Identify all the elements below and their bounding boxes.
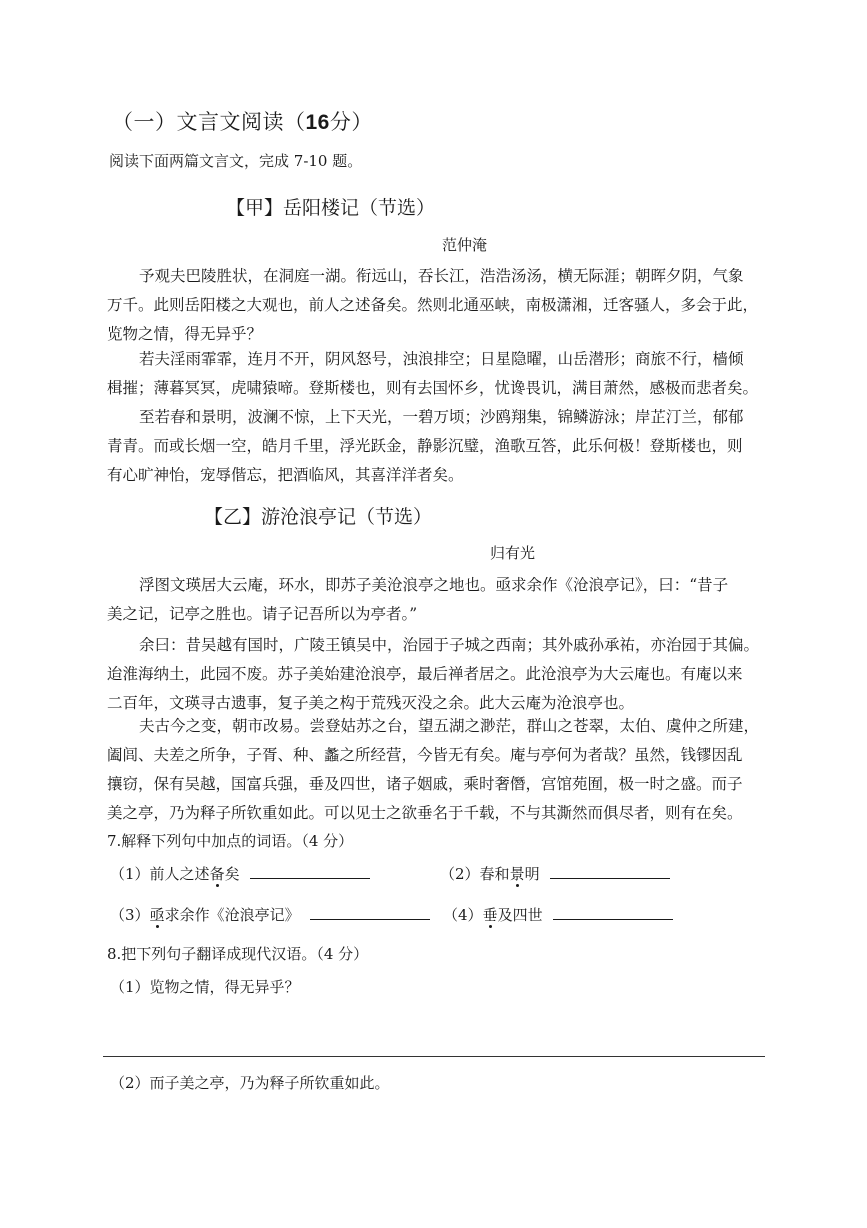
text-b-title: 【乙】游沧浪亭记（节选） xyxy=(204,506,433,528)
instruction-text: 阅读下面两篇文言文，完成 7-10 题。 xyxy=(109,152,363,170)
emphasis-dot-char: 景 xyxy=(509,865,525,883)
question-8-item-1: （1）览物之情，得无异乎？ xyxy=(110,978,300,996)
text-a-paragraph-2: 若夫淫雨霏霏，连月不开，阴风怒号，浊浪排空；日星隐曜，山岳潜形；商旅不行，樯倾 楫摧；薄暮冥冥，虎啸猿啼。登斯楼也，则有去国怀乡，忧谗畏讥，满目萧然，感极而悲者矣。 xyxy=(107,350,759,397)
text-a-paragraph-1: 予观夫巴陵胜状，在洞庭一湖。衔远山，吞长江，浩浩汤汤，横无际涯；朝晖夕阴，气象 万千。此则岳阳楼之大观也，前人之述备矣。然则北通巫峡，南极潇湘，迁客骚人，多会于此， 览物之情，得无异乎？ xyxy=(107,267,759,343)
section-title: （一）文言文阅读（16分） xyxy=(112,110,373,134)
text-b-paragraph-3: 夫古今之变，朝市改易。尝登姑苏之台，望五湖之渺茫，群山之苍翠，太伯、虞仲之所建， 阖闾、夫差之所争，子胥、种、蠡之所经营，今皆无有矣。庵与亭何为者哉？虽然，钱镠因乱 攘窃，保有吴越，国富兵强，垂及四世，诸子姻戚，乘时奢僭，宫馆苑囿，极一时之盛。而子 美之亭，乃为释子所钦重如此。可以见士之欲垂名于千载，不与其澌然而俱尽者，则有在矣。 xyxy=(107,717,760,822)
text-b-paragraph-2: 余曰：昔吴越有国时，广陵王镇吴中，治园于子城之西南；其外戚孙承祐，亦治园于其偏。 迨淮海纳土，此园不废。苏子美始建沧浪亭，最后禅者居之。此沧浪亭为大云庵也。有庵以来 二百年，文瑛寻古遗事，复子美之构于荒残灭没之余。此大云庵为沧浪亭也。 xyxy=(107,636,760,712)
answer-line[interactable] xyxy=(103,1056,765,1057)
question-7-item-4: （4）垂及四世 xyxy=(443,904,673,925)
answer-blank-7-3[interactable] xyxy=(310,905,430,920)
question-8-stem: 8.把下列句子翻译成现代汉语。（4 分） xyxy=(107,945,369,963)
text-a-author: 范仲淹 xyxy=(442,236,488,254)
question-8-item-2: （2）而子美之亭，乃为释子所钦重如此。 xyxy=(110,1074,390,1092)
text-a-paragraph-3: 至若春和景明，波澜不惊，上下天光，一碧万顷；沙鸥翔集，锦鳞游泳；岸芷汀兰，郁郁 青青。而或长烟一空，皓月千里，浮光跃金，静影沉璧，渔歌互答，此乐何极！登斯楼也，则 有心旷神怡，宠辱偕忘，把酒临风，其喜洋洋者矣。 xyxy=(107,408,744,484)
answer-blank-7-1[interactable] xyxy=(250,864,370,879)
answer-blank-7-2[interactable] xyxy=(550,864,670,879)
question-7-item-3: （3）亟求余作《沧浪亭记》 xyxy=(110,904,430,925)
question-7-item-2: （2）春和景明 xyxy=(440,863,670,884)
text-a-title: 【甲】岳阳楼记（节选） xyxy=(226,197,436,219)
text-b-author: 归有光 xyxy=(490,544,536,562)
question-7-item-1: （1）前人之述备矣 xyxy=(110,863,370,884)
emphasis-dot-char: 备 xyxy=(209,865,225,883)
answer-blank-7-4[interactable] xyxy=(553,905,673,920)
text-b-paragraph-1: 浮图文瑛居大云庵，环水，即苏子美沧浪亭之地也。亟求余作《沧浪亭记》，曰：“昔子 美之记，记亭之胜也。请子记吾所以为亭者。” xyxy=(107,576,729,623)
emphasis-dot-char: 垂 xyxy=(482,906,498,924)
emphasis-dot-char: 亟 xyxy=(149,906,165,924)
question-7-stem: 7.解释下列句中加点的词语。（4 分） xyxy=(107,832,354,850)
